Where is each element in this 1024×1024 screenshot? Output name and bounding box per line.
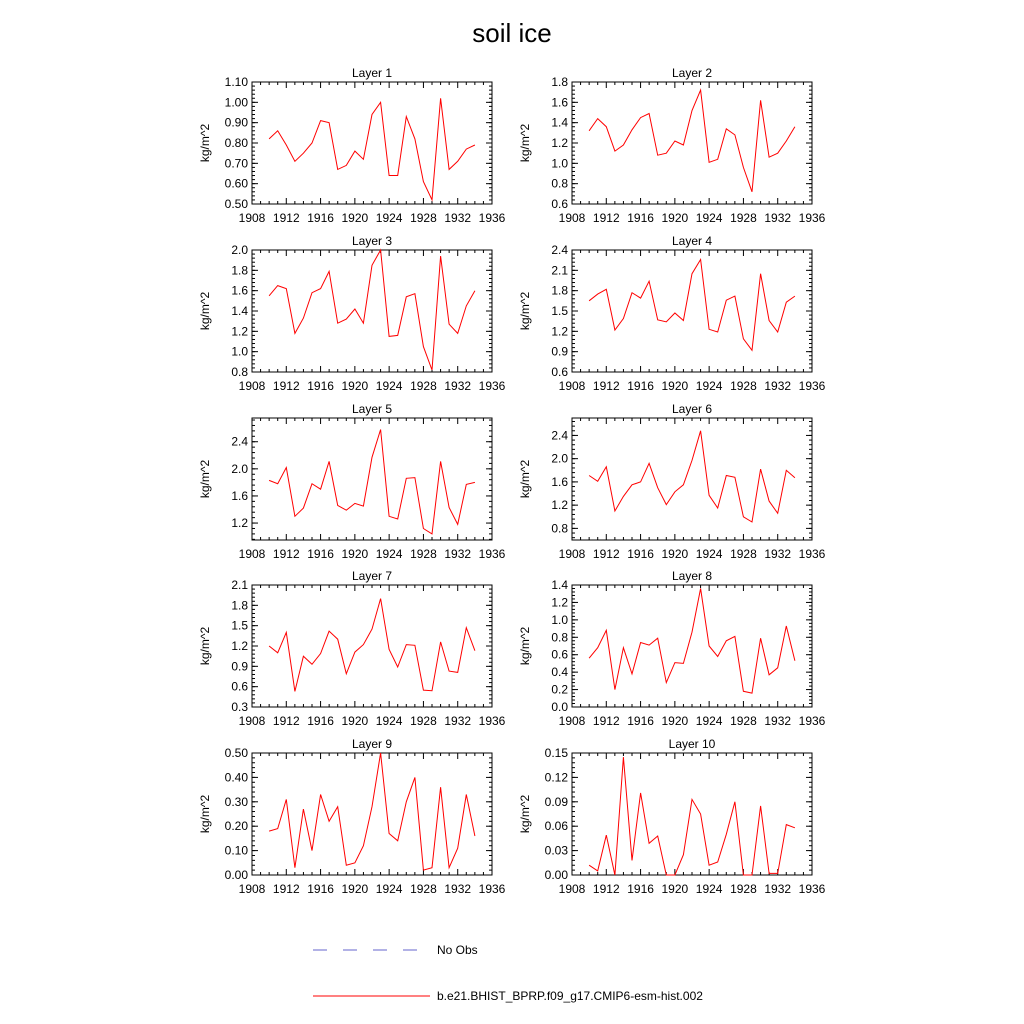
y-tick-label: 0.06 (544, 819, 568, 834)
x-tick-label: 1936 (478, 211, 506, 225)
y-tick-label: 1.10 (224, 75, 248, 89)
x-tick-label: 1920 (661, 211, 689, 225)
x-tick-label: 1912 (592, 882, 620, 896)
y-tick-label: 2.4 (551, 243, 568, 257)
y-tick-label: 0.50 (224, 746, 248, 760)
y-tick-label: 1.2 (551, 498, 568, 513)
y-axis-label: kg/m^2 (198, 291, 212, 331)
x-tick-label: 1928 (410, 379, 437, 393)
x-tick-label: 1936 (478, 379, 506, 393)
x-tick-label: 1932 (444, 547, 472, 561)
y-tick-label: 2.4 (231, 434, 248, 449)
x-tick-label: 1908 (558, 379, 586, 393)
figure-title: soil ice (472, 18, 552, 48)
y-tick-label: 0.20 (224, 819, 248, 834)
panel-layer-1 (198, 66, 506, 225)
series-line (269, 599, 475, 692)
x-tick-label: 1924 (695, 211, 723, 225)
panel-title: Layer 6 (671, 402, 713, 416)
y-tick-label: 1.5 (231, 618, 248, 633)
y-tick-label: 0.00 (544, 868, 568, 882)
y-tick-label: 1.8 (551, 75, 568, 89)
panel-layer-3 (198, 234, 506, 393)
y-tick-label: 1.2 (231, 324, 248, 339)
x-tick-label: 1916 (627, 211, 654, 225)
y-tick-label: 0.6 (551, 365, 568, 379)
plot-frame (572, 585, 812, 707)
y-tick-label: 0.8 (551, 521, 568, 536)
y-tick-label: 1.4 (551, 115, 568, 130)
y-tick-label: 0.8 (551, 176, 568, 191)
y-tick-label: 0.0 (551, 700, 568, 714)
y-tick-label: 2.0 (551, 451, 568, 466)
y-tick-label: 1.5 (551, 304, 568, 318)
x-tick-label: 1908 (558, 547, 586, 561)
y-tick-label: 2.1 (231, 578, 248, 592)
x-tick-label: 1928 (410, 211, 437, 225)
y-axis-label: kg/m^2 (518, 459, 532, 499)
x-tick-label: 1924 (695, 379, 723, 393)
y-axis-label: kg/m^2 (518, 626, 532, 666)
x-tick-label: 1908 (558, 882, 586, 896)
y-axis-label: kg/m^2 (198, 794, 212, 834)
panel-layer-7 (198, 569, 506, 728)
series-line (269, 430, 475, 534)
x-tick-label: 1928 (730, 379, 757, 393)
y-axis-label: kg/m^2 (198, 459, 212, 499)
x-tick-label: 1932 (444, 211, 472, 225)
y-tick-label: 1.6 (231, 283, 248, 298)
x-tick-label: 1924 (375, 379, 403, 393)
x-tick-label: 1912 (592, 714, 620, 728)
y-tick-label: 0.6 (551, 197, 568, 211)
panel-layer-5 (198, 402, 506, 561)
x-tick-label: 1920 (661, 882, 689, 896)
x-tick-label: 1912 (272, 379, 300, 393)
series-line (269, 98, 475, 200)
y-tick-label: 0.8 (231, 365, 248, 379)
y-tick-label: 1.0 (231, 344, 248, 359)
y-tick-label: 0.03 (544, 843, 568, 858)
x-tick-label: 1920 (341, 211, 369, 225)
x-tick-label: 1908 (558, 714, 586, 728)
legend-item-no-obs (313, 943, 478, 957)
x-tick-label: 1908 (238, 547, 266, 561)
panel-title: Layer 2 (671, 66, 713, 80)
y-tick-label: 0.4 (551, 665, 568, 680)
y-tick-label: 0.50 (224, 197, 248, 211)
x-tick-label: 1916 (627, 379, 654, 393)
x-tick-label: 1908 (238, 714, 266, 728)
y-tick-label: 1.6 (551, 95, 568, 110)
y-tick-label: 1.2 (231, 516, 248, 531)
y-tick-label: 2.0 (231, 461, 248, 476)
x-tick-label: 1916 (627, 882, 654, 896)
panel-layer-6 (518, 402, 826, 561)
series-line (589, 260, 795, 351)
x-tick-label: 1932 (764, 211, 792, 225)
y-tick-label: 0.12 (544, 770, 568, 785)
y-tick-label: 1.6 (231, 488, 248, 503)
x-tick-label: 1920 (341, 547, 369, 561)
x-tick-label: 1932 (764, 547, 792, 561)
y-tick-label: 0.60 (224, 176, 248, 191)
series-line (269, 753, 475, 870)
panel-layer-4 (518, 234, 826, 393)
panel-title: Layer 7 (351, 569, 393, 583)
x-tick-label: 1916 (307, 379, 334, 393)
y-tick-label: 0.40 (224, 770, 248, 785)
y-tick-label: 1.0 (551, 156, 568, 171)
x-tick-label: 1936 (798, 882, 826, 896)
x-tick-label: 1936 (478, 714, 506, 728)
panel-title: Layer 8 (671, 569, 713, 583)
x-tick-label: 1908 (558, 211, 586, 225)
panel-title: Layer 3 (351, 234, 393, 248)
y-tick-label: 2.4 (551, 428, 568, 443)
plot-frame (572, 418, 812, 540)
x-tick-label: 1932 (764, 882, 792, 896)
y-tick-label: 1.8 (231, 598, 248, 613)
y-tick-label: 1.2 (551, 136, 568, 150)
panel-layer-8 (518, 569, 826, 728)
x-tick-label: 1928 (730, 882, 757, 896)
y-tick-label: 0.30 (224, 794, 248, 809)
x-tick-label: 1932 (764, 379, 792, 393)
y-tick-label: 0.6 (231, 679, 248, 694)
legend-label-model-run: b.e21.BHIST_BPRP.f09_g17.CMIP6-esm-hist.002 (437, 989, 703, 1003)
x-tick-label: 1920 (341, 379, 369, 393)
series-line (589, 431, 795, 522)
x-tick-label: 1924 (375, 882, 403, 896)
y-tick-label: 1.4 (551, 578, 568, 592)
y-tick-label: 0.15 (544, 746, 568, 760)
y-axis-label: kg/m^2 (198, 626, 212, 666)
panel-layer-9 (198, 737, 506, 896)
x-tick-label: 1916 (307, 547, 334, 561)
y-tick-label: 0.80 (224, 136, 248, 150)
legend-item-model-run (313, 989, 703, 1003)
plot-frame (572, 250, 812, 372)
x-tick-label: 1932 (444, 379, 472, 393)
x-tick-label: 1916 (627, 714, 654, 728)
x-tick-label: 1920 (661, 714, 689, 728)
x-tick-label: 1924 (375, 211, 403, 225)
x-tick-label: 1916 (307, 714, 334, 728)
y-tick-label: 0.70 (224, 156, 248, 171)
y-tick-label: 1.2 (231, 639, 248, 653)
x-tick-label: 1912 (592, 547, 620, 561)
x-tick-label: 1924 (695, 547, 723, 561)
legend-label-no-obs: No Obs (437, 943, 478, 957)
series-line (269, 250, 475, 370)
y-tick-label: 0.09 (544, 794, 568, 809)
panel-layer-10 (518, 737, 826, 896)
plot-frame (572, 753, 812, 875)
panel-title: Layer 10 (668, 737, 716, 751)
y-tick-label: 1.4 (231, 304, 248, 318)
x-tick-label: 1924 (375, 547, 403, 561)
x-tick-label: 1920 (341, 714, 369, 728)
x-tick-label: 1932 (444, 714, 472, 728)
y-tick-label: 2.0 (231, 243, 248, 257)
x-tick-label: 1928 (730, 714, 757, 728)
y-axis-label: kg/m^2 (518, 291, 532, 331)
series-line (589, 757, 795, 875)
x-tick-label: 1924 (695, 882, 723, 896)
x-tick-label: 1920 (661, 379, 689, 393)
x-tick-label: 1916 (627, 547, 654, 561)
x-tick-label: 1916 (307, 211, 334, 225)
series-line (589, 589, 795, 694)
panel-title: Layer 5 (351, 402, 393, 416)
y-axis-label: kg/m^2 (518, 123, 532, 163)
y-tick-label: 0.90 (224, 115, 248, 130)
x-tick-label: 1924 (695, 714, 723, 728)
y-tick-label: 1.2 (551, 595, 568, 610)
plot-frame (572, 82, 812, 204)
y-tick-label: 0.8 (551, 630, 568, 645)
plot-frame (252, 82, 492, 204)
panels (198, 66, 826, 896)
y-tick-label: 0.9 (231, 659, 248, 674)
x-tick-label: 1912 (592, 379, 620, 393)
x-tick-label: 1936 (798, 379, 826, 393)
y-axis-label: kg/m^2 (518, 794, 532, 834)
x-tick-label: 1916 (307, 882, 334, 896)
y-tick-label: 1.0 (551, 612, 568, 627)
x-tick-label: 1912 (272, 547, 300, 561)
x-tick-label: 1912 (272, 211, 300, 225)
panel-title: Layer 1 (351, 66, 393, 80)
y-tick-label: 1.00 (224, 95, 248, 110)
x-tick-label: 1924 (375, 714, 403, 728)
y-tick-label: 0.9 (551, 344, 568, 359)
panel-layer-2 (518, 66, 826, 225)
x-tick-label: 1920 (661, 547, 689, 561)
x-tick-label: 1928 (410, 547, 437, 561)
y-tick-label: 1.8 (551, 283, 568, 298)
x-tick-label: 1936 (478, 547, 506, 561)
y-tick-label: 1.6 (551, 474, 568, 489)
x-tick-label: 1912 (272, 882, 300, 896)
y-tick-label: 0.3 (231, 700, 248, 714)
x-tick-label: 1912 (592, 211, 620, 225)
y-tick-label: 2.1 (551, 263, 568, 278)
x-tick-label: 1928 (410, 714, 437, 728)
x-tick-label: 1908 (238, 882, 266, 896)
y-tick-label: 0.10 (224, 843, 248, 858)
x-tick-label: 1936 (478, 882, 506, 896)
y-tick-label: 1.2 (551, 324, 568, 339)
x-tick-label: 1936 (798, 547, 826, 561)
panel-title: Layer 9 (351, 737, 393, 751)
x-tick-label: 1908 (238, 379, 266, 393)
y-tick-label: 0.6 (551, 647, 568, 662)
y-tick-label: 0.00 (224, 868, 248, 882)
x-tick-label: 1908 (238, 211, 266, 225)
series-line (589, 90, 795, 192)
x-tick-label: 1932 (444, 882, 472, 896)
x-tick-label: 1912 (272, 714, 300, 728)
x-tick-label: 1932 (764, 714, 792, 728)
x-tick-label: 1928 (730, 211, 757, 225)
x-tick-label: 1936 (798, 714, 826, 728)
x-tick-label: 1936 (798, 211, 826, 225)
x-tick-label: 1928 (730, 547, 757, 561)
x-tick-label: 1928 (410, 882, 437, 896)
y-tick-label: 0.2 (551, 682, 568, 697)
y-axis-label: kg/m^2 (198, 123, 212, 163)
legend (313, 943, 703, 1003)
panel-title: Layer 4 (671, 234, 713, 248)
x-tick-label: 1920 (341, 882, 369, 896)
y-tick-label: 1.8 (231, 263, 248, 278)
